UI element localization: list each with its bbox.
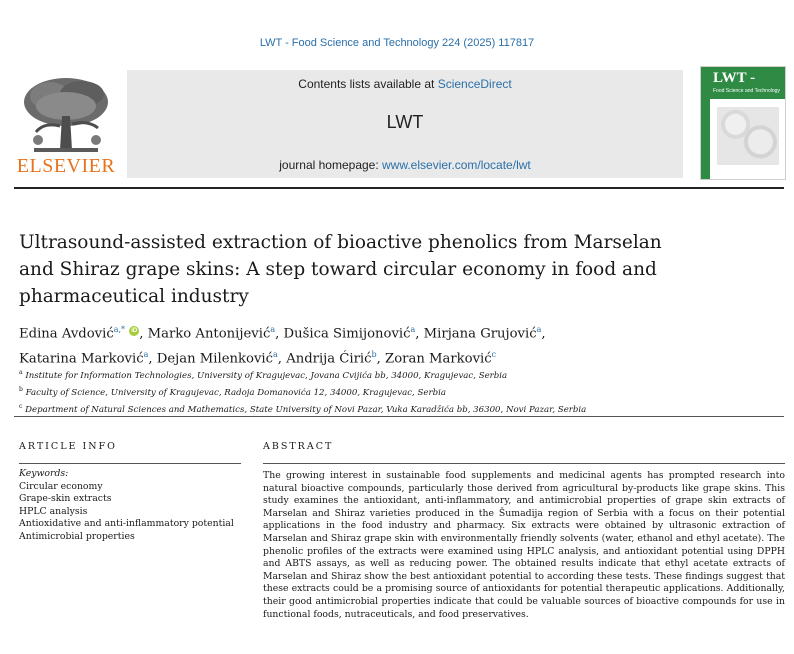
- keyword-item: Antioxidative and anti-inflammatory potential: [19, 518, 234, 529]
- keywords-list: [19, 468, 239, 543]
- article-info-rule: [19, 463, 241, 464]
- journal-name: LWT: [386, 112, 424, 132]
- contents-line: [127, 77, 683, 91]
- author-affiliation-mark[interactable]: b: [371, 350, 377, 360]
- affiliation-mark: b: [19, 385, 23, 393]
- abstract-heading: ABSTRACT: [263, 441, 334, 452]
- author-affiliation-mark[interactable]: a: [143, 350, 149, 360]
- abstract-rule: [263, 463, 785, 464]
- author-name[interactable]: Marko Antonijević: [147, 326, 271, 342]
- contents-prefix: Contents lists available at: [298, 77, 438, 91]
- affiliation-item: [19, 400, 759, 417]
- cover-title: LWT -: [713, 70, 756, 86]
- header-rule: [14, 187, 784, 189]
- author-name[interactable]: Dejan Milenković: [156, 351, 274, 367]
- journal-banner: [127, 70, 683, 178]
- abstract-text: The growing interest in sustainable food supplements and medicinal agents has prompted research into natural bioactive compounds, particularly those derived from agricultural by-products like grape skins. This study examines the antioxidant, anti-inflammatory, and antimicrobial properties of grape skin extracts of Marselan and Shiraz varieties produced in the Šumadija region of Serbia with a focus on their potential applications in the food industry and pharmacy. Six extracts were obtained by ultrasonic extraction of Marselan and Shiraz grape skin with environmentally friendly solvents (water, ethanol and ethyl acetate). The phenolic profiles of the extracts were examined using HPLC analysis, and antioxidant potential using DPPH and ABTS assays, as well as reducing power. The obtained results indicate that ethyl acetate extracts of Marselan and Shiraz show the best antioxidant potential to according these tests. These findings suggest that these extracts could be a promising source of antioxidants for potential therapeutic applications. Additionally, their good antimicrobial properties indicate that could be valuable sources of bioactive compounds for use in functional foods, nutraceuticals, and food preservatives.: [263, 470, 785, 620]
- elsevier-wordmark[interactable]: ELSEVIER: [16, 155, 116, 177]
- author-affiliation-mark[interactable]: c: [491, 350, 497, 360]
- affiliation-text: Faculty of Science, University of Kragujevac, Radoja Domanovića 12, 34000, Kragujevac, Serbia: [25, 387, 446, 398]
- affiliation-mark: a: [19, 369, 23, 376]
- author-name[interactable]: Edina Avdović: [19, 326, 114, 342]
- homepage-line: [127, 158, 683, 172]
- affiliation-item: [19, 383, 759, 400]
- cover-subtitle: Food Science and Technology: [713, 88, 780, 94]
- author-affiliation-mark[interactable]: a,*: [113, 325, 126, 334]
- keyword-item: Circular economy: [19, 480, 103, 492]
- author-name[interactable]: Dušica Simijonović: [283, 326, 411, 342]
- orcid-icon[interactable]: iD: [131, 328, 138, 334]
- affiliation-text: Department of Natural Sciences and Mathematics, State University of Novi Pazar, Vuka Karadžića bb, 36300, Novi Pazar, Serbia: [25, 404, 587, 415]
- article-title: Ultrasound-assisted extraction of bioactive phenolics from Marselan and Shiraz grape skins: A step toward circular economy in food and pharmaceutical industry: [19, 232, 662, 307]
- author-affiliation-mark[interactable]: a: [410, 325, 416, 334]
- author-name[interactable]: Andrija Ćirić: [286, 351, 372, 367]
- affiliation-mark: c: [19, 402, 23, 410]
- cover-stripe: [701, 67, 710, 179]
- keyword-item: Grape-skin extracts: [19, 493, 112, 504]
- author-affiliation-mark[interactable]: a: [273, 350, 278, 360]
- author-affiliation-mark[interactable]: a: [270, 325, 276, 334]
- author-list: Edina Avdović$^{a,*}$ iD , Marko Antonijević$^a$, Dušica Simijonović$^a$, Mirjana Grujović$^a$, Katarina Marković$^a$, Dejan Milenković$^a$, Andrija Ćirić$^b$, Zoran Marković$^c$: [19, 325, 546, 367]
- section-rule: [14, 416, 784, 417]
- keyword-item: Antimicrobial properties: [19, 530, 135, 542]
- keyword-item: HPLC analysis: [19, 505, 88, 517]
- author-name[interactable]: Mirjana Grujović: [423, 326, 537, 342]
- cover-image: [717, 107, 779, 165]
- keywords-label: Keywords:: [19, 468, 69, 479]
- homepage-link[interactable]: www.elsevier.com/locate/lwt: [382, 158, 531, 172]
- sciencedirect-link[interactable]: ScienceDirect: [437, 77, 512, 91]
- affiliation-item: [19, 366, 759, 383]
- tree-icon: [14, 76, 118, 156]
- journal-reference[interactable]: LWT - Food Science and Technology 224 (2025) 117817: [259, 37, 535, 49]
- affiliation-text: Institute for Information Technologies, University of Kragujevac, Jovana Cvijića bb, 34000, Kragujevac, Serbia: [25, 370, 508, 381]
- homepage-prefix: journal homepage:: [279, 158, 383, 172]
- article-info-heading: ARTICLE INFO: [19, 441, 117, 452]
- author-affiliation-mark[interactable]: a: [536, 325, 542, 334]
- journal-cover[interactable]: [700, 66, 786, 180]
- author-name[interactable]: Katarina Marković: [19, 351, 144, 367]
- author-name[interactable]: Zoran Marković: [385, 351, 492, 367]
- affiliation-list: [19, 366, 759, 417]
